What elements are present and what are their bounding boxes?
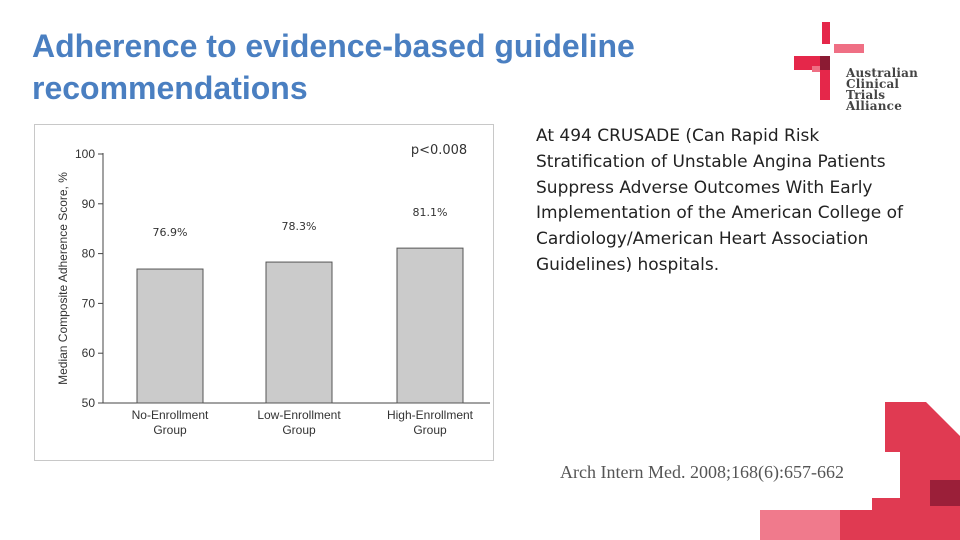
y-tick-label: 100 (74, 147, 95, 161)
bar (266, 262, 332, 403)
y-tick-label: 50 (81, 396, 95, 410)
p-value-annotation: p<0.008 (410, 143, 468, 158)
bar-value-label: 81.1% (412, 206, 448, 219)
logo-line: Trials (846, 88, 886, 102)
y-tick-label: 70 (81, 296, 95, 311)
bar-value-label: 78.3% (281, 220, 317, 233)
alliance-logo (790, 18, 930, 114)
x-category-label: Low-Enrollment (257, 408, 341, 422)
bar-value-label: 76.9% (152, 226, 188, 239)
y-axis-label: Median Composite Adherence Score, % (56, 172, 70, 385)
study-description: At 494 CRUSADE (Can Rapid Risk Stratification of Unstable Angina Patients Suppress Adverse Outcomes With Early Implementation of the American College of Cardiology/American Heart Association Guidelines) hospitals. (536, 126, 904, 275)
logo-line: Clinical (846, 77, 900, 91)
bar (397, 248, 463, 403)
bar (137, 269, 203, 403)
x-category-label: Group (413, 423, 447, 437)
x-category-label: Group (153, 423, 187, 437)
logo-line: Australian (846, 66, 919, 80)
logo-line: Alliance (846, 99, 903, 113)
x-category-label: Group (282, 423, 316, 437)
x-category-label: No-Enrollment (131, 408, 209, 422)
slide-title: Adherence to evidence-based guideline recommendations (32, 28, 635, 106)
citation: Arch Intern Med. 2008;168(6):657-662 (560, 462, 844, 482)
logo-text (846, 68, 918, 112)
y-tick-label: 90 (81, 196, 95, 211)
y-tick-label: 80 (81, 246, 95, 261)
decorative-corner-shapes (760, 400, 960, 540)
bar-chart (34, 124, 494, 461)
y-tick-label: 60 (81, 346, 95, 361)
x-category-label: High-Enrollment (386, 408, 474, 422)
chart-canvas (35, 125, 493, 460)
